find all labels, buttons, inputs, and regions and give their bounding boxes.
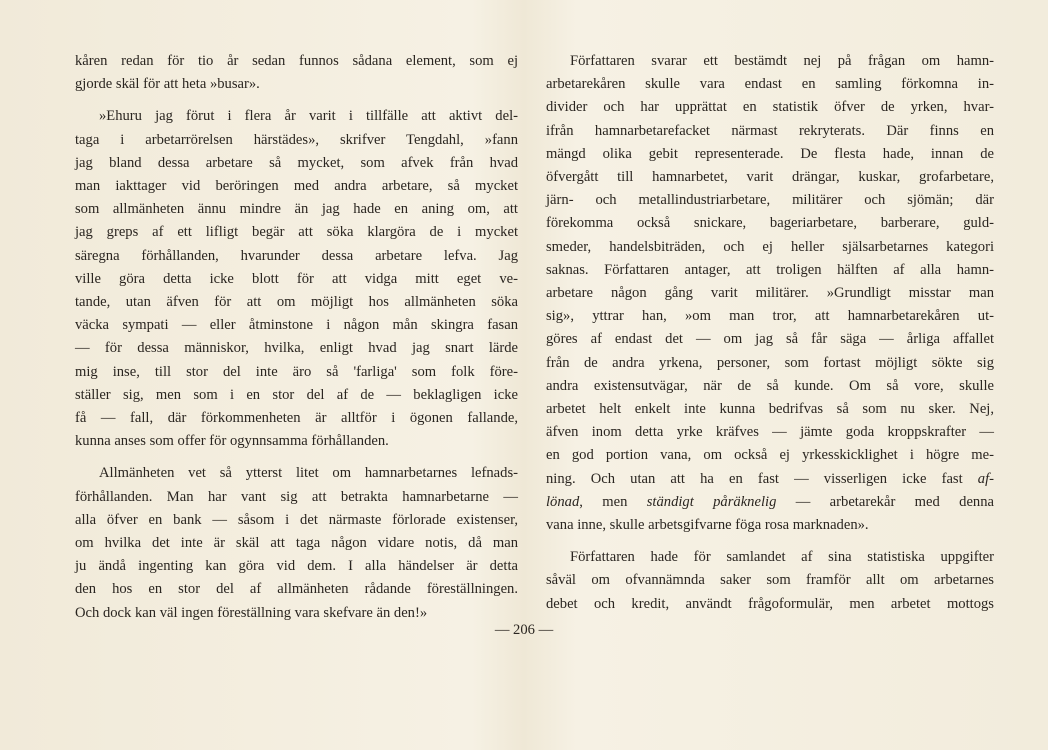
text-line: jag greps af ett lifligt begär att söka klargöra de i mycket: [75, 224, 518, 241]
text-line: ju ändå ingenting kan göra vid dem. I alla händelser är detta: [75, 558, 518, 575]
text-fragment: ning. Och utan att ha en fast — visserligen icke fast: [546, 470, 978, 487]
text-line: ville göra detta icke blott för att vidga mitt eget ve-: [75, 270, 518, 287]
text-line: den hos en stor del af allmänheten rådande föreställningen.: [75, 581, 518, 598]
text-line: arbetare någon gång varit militärer. »Grundligt misstar man: [546, 285, 994, 302]
text-line: förekomma också snickare, bageriarbetare, barberare, guld-: [546, 215, 994, 232]
text-line: Författaren hade för samlandet af sina statistiska uppgifter: [570, 549, 994, 566]
text-fragment: — arbetarekår med denna: [776, 493, 994, 510]
text-line: Allmänheten vet så ytterst litet om hamnarbetarnes lefnads-: [99, 465, 518, 482]
italic-phrase: lönad: [546, 493, 580, 510]
text-line: ställer sig, men som i en stor del af de — beklagligen icke: [75, 386, 518, 403]
text-fragment: , men: [579, 493, 647, 510]
italic-phrase: af-: [977, 470, 994, 487]
text-line: debet och kredit, användt frågoformulär, men arbetet mottogs: [546, 595, 994, 612]
text-line: Och dock kan väl ingen föreställning vara skefvare än den!»: [75, 604, 428, 621]
text-line: [546, 468, 994, 491]
text-line: en god portion vana, om också ej yrkesskicklighet i högre me-: [546, 447, 994, 464]
text-line: sig», yttrar han, »om man tror, att hamnarbetarekåren ut-: [546, 308, 994, 325]
text-line: äfven inom detta yrke kräfves — jämte goda kroppskrafter —: [546, 424, 994, 441]
text-line: smeder, handelsbiträden, och ej heller själsarbetarnes kategori: [546, 238, 994, 255]
page-number: — 206 —: [494, 622, 554, 638]
text-line: mängd olika gebit representerade. De flesta hade, innan de: [546, 145, 994, 162]
text-line: arbetarekåren skulle vara endast en samling förkomna in-: [546, 76, 994, 93]
text-line: — för dessa människor, hvilka, enligt hvad jag snart lärde: [75, 340, 518, 357]
text-line: kunna anses som offer för ogynnsamma förhållanden.: [75, 433, 389, 450]
italic-phrase: ständigt påräknelig: [646, 493, 777, 510]
text-line: öfvergått till hamnarbetet, varit drängar, kuskar, grofarbetare,: [546, 169, 994, 186]
text-line: divider och har upprättat en statistik öfver de yrken, hvar-: [546, 99, 994, 116]
text-line: ifrån hamnarbetarefacket närmast rekryterats. Där finns en: [546, 122, 994, 139]
text-line: tande, utan äfven för att om möjligt hos allmänheten söka: [75, 294, 518, 311]
text-line: få — fall, där förkommenheten är alltför i ögonen fallande,: [75, 410, 518, 427]
text-line: arbetet helt enkelt inte kunna bedrifvas så som nu sker. Nej,: [546, 401, 994, 418]
text-line: andra existensutvägar, när de så kunde. Om så vore, skulle: [546, 377, 994, 394]
right-page-text: [546, 50, 994, 616]
text-line: man iakttager vid beröringen med andra arbetare, så mycket: [75, 178, 518, 195]
text-line: gjorde skäl för att heta »busar».: [75, 76, 260, 93]
text-line: saknas. Författaren antager, att troligen hälften af alla hamn-: [546, 261, 994, 278]
text-line: vana inne, skulle arbetsgifvarne föga rosa marknaden».: [546, 517, 869, 534]
text-line: alla öfver en bank — såsom i det närmaste förlorade existenser,: [75, 511, 518, 528]
text-line: säregna förhållanden, hvarunder dessa arbetare lefva. Jag: [75, 247, 518, 264]
text-line: från de andra yrkena, personer, som fortast möjligt sökte sig: [546, 354, 994, 371]
text-line: väcka sympati — eller åtminstone i någon mån skingra fasan: [75, 317, 518, 334]
text-line: jag bland dessa arbetare så mycket, som afvek från hvad: [75, 154, 518, 171]
text-line: som allmänheten ännu mindre än jag hade en aning om, att: [75, 201, 518, 218]
text-line: taga i arbetarrörelsen härstädes», skrifver Tengdahl, »fann: [75, 131, 518, 148]
left-page-text: [75, 50, 518, 625]
text-line: såväl om ofvannämnda saker som framför allt om arbetarnes: [546, 572, 994, 589]
text-line: [546, 491, 994, 514]
text-line: Författaren svarar ett bestämdt nej på frågan om hamn-: [570, 53, 994, 69]
text-line: »Ehuru jag förut i flera år varit i tillfälle att aktivt del-: [99, 108, 518, 125]
text-line: förhållanden. Man har vant sig att betrakta hamnarbetarne —: [75, 488, 518, 505]
text-line: kåren redan för tio år sedan funnos sådana element, som ej: [75, 53, 518, 69]
text-line: mig inse, till stor del inte äro så 'farliga' som folk före-: [75, 363, 518, 380]
text-line: om hvilka det inte är skäl att taga någon vidare notis, då man: [75, 535, 518, 552]
text-line: göres af endast det — om jag så får säga — årliga affallet: [546, 331, 994, 348]
text-line: järn- och metallindustriarbetare, militärer och sjömän; där: [546, 192, 994, 209]
